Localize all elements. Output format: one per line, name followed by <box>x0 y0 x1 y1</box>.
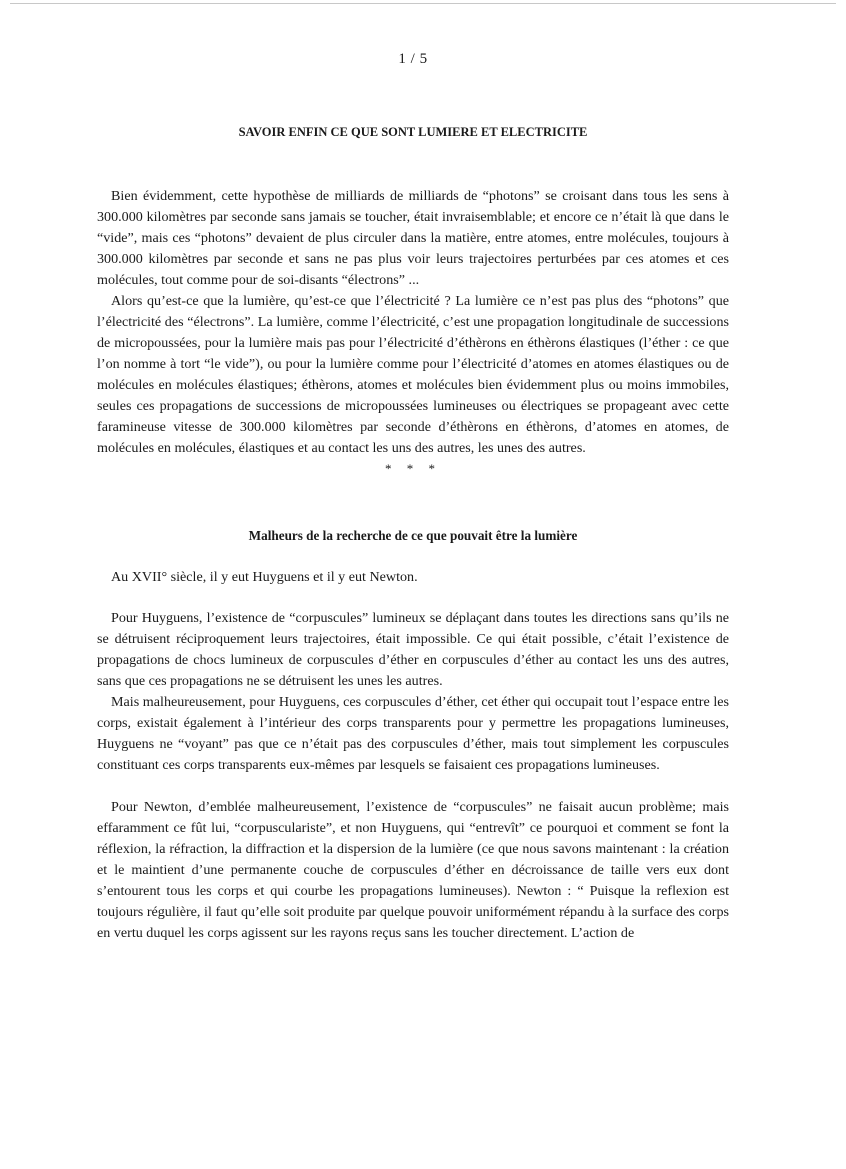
huyguens-paragraph: Mais malheureusement, pour Huyguens, ces corpuscules d’éther, cet éther qui occupait tout l’espace entre les corps, existait également à l’intérieur des corps transparents pour y permettre les propagations lumineuses, Huyguens ne “voyant” pas que ce n’était pas des corpuscules d’éther, mais tout simplement les corpuscules constituant ces corps transparents eux-mêmes par lesquels se faisaient ces propagations lumineuses. <box>97 694 729 773</box>
intro-paragraph: Bien évidemment, cette hypothèse de milliards de milliards de “photons” se croisant dans tous les sens à 300.000 kilomètres par seconde sans jamais se toucher, était invraisemblable; et encore ce n’était là que dans le “vide”, mais ces “photons” devaient de plus circuler dans la matière, entre atomes, entre molécules, toujours à 300.000 kilomètres par seconde et sans ne pas plus voir leurs trajectoires perturbées par ces atomes et ces molécules, tout comme pour de soi-disants “électrons” ... <box>97 188 729 288</box>
page-top-edge <box>10 3 836 4</box>
huyguens-section <box>97 608 729 776</box>
huyguens-paragraph: Pour Huyguens, l’existence de “corpuscules” lumineux se déplaçant dans toutes les directions sans qu’ils ne se détruisent réciproquement leurs trajectoires, était impossible. Ce qui était possible, c’était l’existence de propagations de chocs lumineux de corpuscules d’éther en corpuscules d’éther au contact les uns des autres, sans que ces propagations ne se détruisent les unes les autres. <box>97 610 729 689</box>
document-title: SAVOIR ENFIN CE QUE SONT LUMIERE ET ELECTRICITE <box>238 125 588 139</box>
intro-section <box>97 186 729 459</box>
intro-paragraph: Alors qu’est-ce que la lumière, qu’est-ce que l’électricité ? La lumière ce n’est pas plus des “photons” que l’électricité des “électrons”. La lumière, comme l’électricité, c’est une propagation longitudinale de successions de micropoussées, pour la lumière mais pas pour l’électricité d’éthèrons en éthèrons élastiques (l’éther : ce que l’on nomme à tort “le vide”), ou pour la lumière comme pour l’électricité d’atomes en atomes élastiques ou de molécules en molécules élastiques; éthèrons, atomes et molécules bien évidemment plus ou moins immobiles, seules ces propagations de successions de micropoussées lumineuses ou électriques se propageant avec cette faramineuse vitesse de 300.000 kilomètres par seconde d’éthèrons en éthèrons, d’atomes en atomes, de molécules en molécules, élastiques et au contact les uns des autres, les unes des autres. <box>97 293 729 456</box>
section-intro-paragraph: Au XVII° siècle, il y eut Huyguens et il y eut Newton. <box>111 569 418 585</box>
section-title: Malheurs de la recherche de ce que pouvait être la lumière <box>248 528 578 543</box>
page-number: 1 / 5 <box>398 51 428 67</box>
section-separator: * * * <box>385 461 441 476</box>
document-page <box>97 50 729 944</box>
newton-section <box>97 797 729 944</box>
newton-paragraph: Pour Newton, d’emblée malheureusement, l’existence de “corpuscules” ne faisait aucun problème; mais effaramment ce fût lui, “corpuscularistе”, et non Huyguens, qui “entrevît” ce pourquoi et comment se font la réflexion, la réfraction, la diffraction et la dispersion de la lumière (ce que nous savons maintenant : la création et le maintient d’une permanente couche de corpuscules d’éther en décroissance de taille vers eux dont s’entourent tous les corps et qui courbe les propagations lumineuses). Newton : “ Puisque la reflexion est toujours régulière, il faut qu’elle soit produite par quelque pouvoir uniformément répandu à la surface des corps en vertu duquel les corps agissent sur les rayons reçus sans les toucher directement. L’action de <box>97 799 729 941</box>
